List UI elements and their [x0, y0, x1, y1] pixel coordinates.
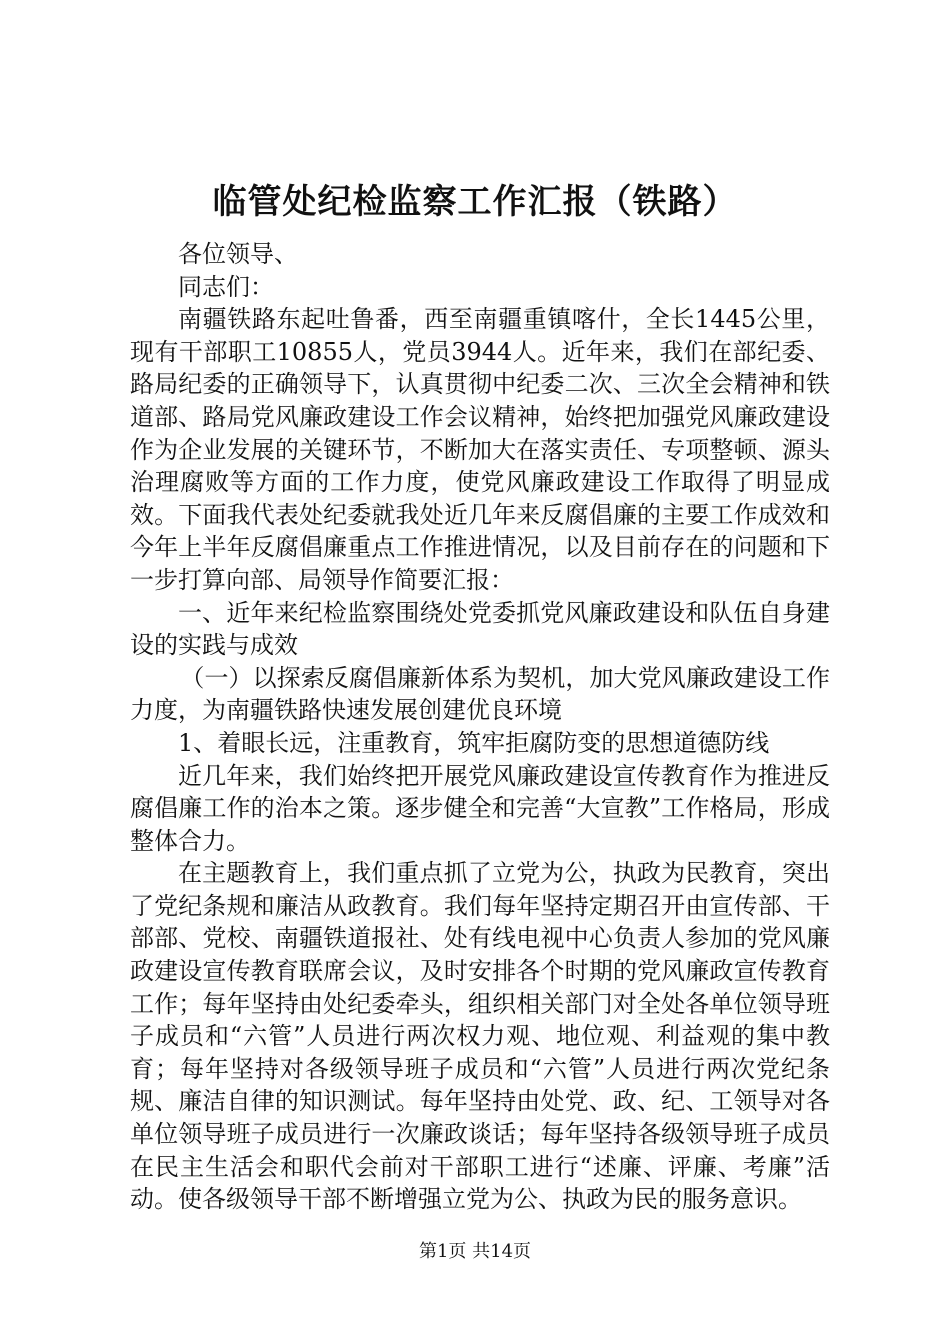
document-body — [130, 238, 830, 1216]
subsection-heading: （一）以探索反腐倡廉新体系为契机，加大党风廉政建设工作力度，为南疆铁路快速发展创建优良环境 — [130, 663, 830, 725]
item-heading: 1、着眼长远，注重教育，筑牢拒腐防变的思想道德防线 — [178, 728, 770, 757]
body-paragraph: 在主题教育上，我们重点抓了立党为公，执政为民教育，突出了党纪条规和廉洁从政教育。我们每年坚持定期召开由宣传部、干部部、党校、南疆铁道报社、处有线电视中心负责人参加的党风廉政建设宣传教育联席会议，及时安排各个时期的党风廉政宣传教育工作；每年坚持由处纪委牵头，组织相关部门对全处各单位领导班子成员和“六管”人员进行两次权力观、地位观、利益观的集中教育；每年坚持对各级领导班子成员和“六管”人员进行两次党纪条规、廉洁自律的知识测试。每年坚持由处党、政、纪、工领导对各单位领导班子成员进行一次廉政谈话；每年坚持各级领导班子成员在民主生活会和职代会前对干部职工进行“述廉、评廉、考廉”活动。使各级领导干部不断增强立党为公、执政为民的服务意识。 — [130, 859, 830, 1214]
greeting-line: 同志们： — [178, 272, 274, 301]
page-footer: 第1页 共14页 — [418, 1241, 532, 1262]
body-paragraph: 近几年来，我们始终把开展党风廉政建设宣传教育作为推进反腐倡廉工作的治本之策。逐步健全和完善“大宣教”工作格局，形成整体合力。 — [130, 761, 830, 855]
document-title: 临管处纪检监察工作汇报（铁路） — [212, 182, 738, 222]
body-paragraph: 南疆铁路东起吐鲁番，西至南疆重镇喀什，全长1445公里，现有干部职工10855人，党员3944人。近年来，我们在部纪委、路局纪委的正确领导下，认真贯彻中纪委二次、三次全会精神和铁道部、路局党风廉政建设工作会议精神，始终把加强党风廉政建设作为企业发展的关键环节，不断加大在落实责任、专项整顿、源头治理腐败等方面的工作力度，使党风廉政建设工作取得了明显成效。下面我代表处纪委就我处近几年来反腐倡廉的主要工作成效和今年上半年反腐倡廉重点工作推进情况，以及目前存在的问题和下一步打算向部、局领导作简要汇报： — [130, 305, 830, 594]
section-heading: 一、近年来纪检监察围绕处党委抓党风廉政建设和队伍自身建设的实践与成效 — [130, 598, 830, 660]
greeting-line: 各位领导、 — [178, 240, 298, 268]
